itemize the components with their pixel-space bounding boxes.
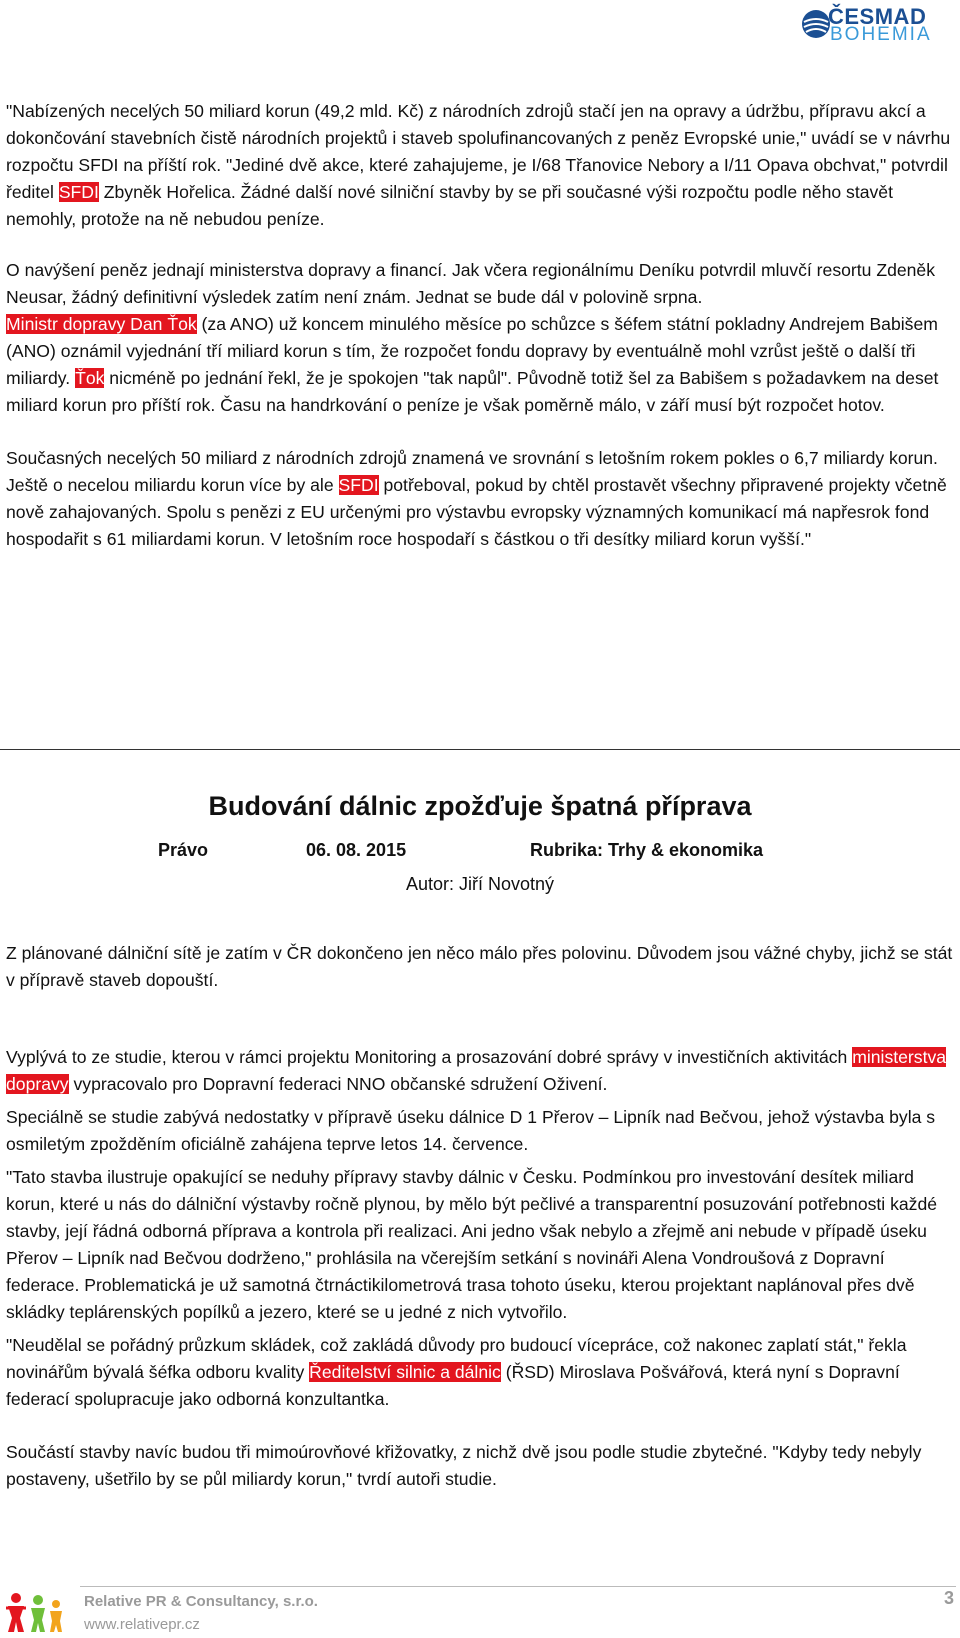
highlighted-term: Ministr dopravy Dan Ťok xyxy=(6,314,197,334)
highlighted-term: Ředitelství silnic a dálnic xyxy=(309,1362,501,1382)
article2-paragraph-6 xyxy=(6,1439,958,1493)
highlighted-term: Ťok xyxy=(75,368,105,388)
article2-paragraph-1 xyxy=(6,940,958,994)
text-run: "Tato stavba ilustruje opakující se neduhy přípravy stavby dálnic v Česku. Podmínkou pro investování desítek miliard korun, které u nás do dálniční výstavby ročně plynou, by mělo být pečlivé a transparentní posuzování potřebnosti každé stavby, její řádná odborná příprava a kontrola při realizaci. Ani jedno však nebylo a zřejmě ani nebude v případě úseku Přerov – Lipník nad Bečvou dodrženo," prohlásila na včerejším setkání s novináři Alena Vondroušová z Dopravní federace. Problematická je už samotná čtrnáctikilometrová trasa tohoto úseku, kterou projektant naplánoval přes dvě skládky teplárenských popílků a jezero, které se u jedné z nich vytvořilo. xyxy=(6,1167,938,1322)
text-run: Speciálně se studie zabývá nedostatky v přípravě úseku dálnice D 1 Přerov – Lipník nad Bečvou, jehož výstavba byla s osmiletým zpožděním oficiálně zahájena teprve letos 14. července. xyxy=(6,1107,936,1154)
text-run: Vyplývá to ze studie, kterou v rámci projektu Monitoring a prosazování dobré správy v investičních aktivitách xyxy=(6,1047,853,1067)
text-run: Zbyněk Hořelica. Žádné další nové silniční stavby by se při současné výši rozpočtu podle něho stavět nemohly, protože na ně nebudou peníze. xyxy=(6,182,893,229)
logo-text-line2: BOHEMIA xyxy=(830,24,932,45)
footer-website-link[interactable]: www.relativepr.cz xyxy=(84,1616,200,1633)
relativepr-logo-icon xyxy=(4,1588,66,1634)
text-run: Z plánované dálniční sítě je zatím v ČR dokončeno jen něco málo přes polovinu. Důvodem jsou vážné chyby, jichž se stát v přípravě staveb dopouští. xyxy=(6,943,953,990)
article-date: 06. 08. 2015 xyxy=(306,840,407,860)
highlighted-term: SFDI xyxy=(58,182,99,202)
article2-paragraph-5 xyxy=(6,1332,958,1413)
text-run: "Neudělal se pořádný průzkum skládek, což zakládá důvody pro budoucí vícepráce, což nakonec zaplatí stát," řekla novinářům bývalá šéfka odboru kvality xyxy=(6,1335,907,1382)
article-title: Budování dálnic zpožďuje špatná příprava xyxy=(208,791,752,821)
article2-paragraph-2 xyxy=(6,1044,958,1098)
logo-text-line1: ČESMAD xyxy=(828,4,927,29)
text-run: Současných necelých 50 miliard z národních zdrojů znamená ve srovnání s letošním rokem pokles o 6,7 miliardy korun. Ještě o necelou miliardu korun více by ale xyxy=(6,448,938,495)
text-run: "Nabízených necelých 50 miliard korun (49,2 mld. Kč) z národních zdrojů stačí jen na opravy a údržbu, přípravu akcí a dokončování stavebních čistě národních projektů i staveb spolufinancovaných z peněz Evropské unie," uvádí se v návrhu rozpočtu SFDI na příští rok. "Jediné dvě akce, které zahajujeme, je I/68 Třanovice Nebory a I/11 Opava obchvat," potvrdil ředitel xyxy=(6,101,951,202)
text-run: Součástí stavby navíc budou tři mimoúrovňové křižovatky, z nichž dvě jsou podle studie zbytečné. "Kdyby tedy nebyly postaveny, ušetřilo by se půl miliardy korun," tvrdí autoři studie. xyxy=(6,1442,922,1489)
article1-paragraph-1 xyxy=(6,98,956,233)
article1-paragraph-2 xyxy=(6,257,956,311)
article-continuation xyxy=(6,98,956,553)
text-run: potřeboval, pokud by chtěl prostavět všechny připravené projekty včetně nově zahajovaných. Spolu s penězi z EU určenými pro výstavbu evropsky významných komunikací má napřesrok fond hospodařit s 61 miliardami korun. V letošním roce hospodaří s částkou o tři desítky miliard korun vyšší." xyxy=(6,475,947,549)
cesmad-logo xyxy=(800,6,956,46)
article-author: Autor: Jiří Novotný xyxy=(405,874,555,894)
article1-paragraph-4 xyxy=(6,445,956,553)
section-divider xyxy=(0,749,960,750)
text-run: vypracovalo pro Dopravní federaci NNO občanské sdružení Oživení. xyxy=(68,1074,608,1094)
text-run: O navýšení peněz jednají ministerstva dopravy a financí. Jak včera regionálnímu Deníku potvrdil mluvčí resortu Zdeněk Neusar, žádný definitivní výsledek zatím není znám. Jednat se bude dál v polovině srpna. xyxy=(6,260,936,307)
page-number: 3 xyxy=(943,1588,954,1608)
article-body xyxy=(6,940,958,1493)
article2-paragraph-4 xyxy=(6,1164,958,1326)
article-source: Právo xyxy=(158,840,209,860)
article-rubric: Rubrika: Trhy & ekonomika xyxy=(530,840,764,860)
article1-paragraph-3 xyxy=(6,311,956,419)
text-run: (ŘSD) Miroslava Pošvářová, která nyní s Dopravní federací spolupracuje jako odborná konzultantka. xyxy=(6,1362,900,1409)
footer-company-name: Relative PR & Consultancy, s.r.o. xyxy=(84,1593,318,1610)
highlighted-term: ministerstva dopravy xyxy=(6,1047,947,1094)
footer-divider xyxy=(80,1586,956,1587)
text-run: (za ANO) už koncem minulého měsíce po schůzce s šéfem státní pokladny Andrejem Babišem (ANO) oznámil vyjednání tří miliard korun s tím, že rozpočet fondu dopravy by eventuálně mohl vzrůst ještě o další tři miliardy. xyxy=(6,314,938,388)
article2-paragraph-3 xyxy=(6,1104,958,1158)
text-run: nicméně po jednání řekl, že je spokojen "tak napůl". Původně totiž šel za Babišem s požadavkem na deset miliard korun pro příští rok. Času na handrkování o peníze je však poměrně málo, v září musí být rozpočet hotov. xyxy=(6,368,939,415)
highlighted-term: SFDI xyxy=(338,475,379,495)
